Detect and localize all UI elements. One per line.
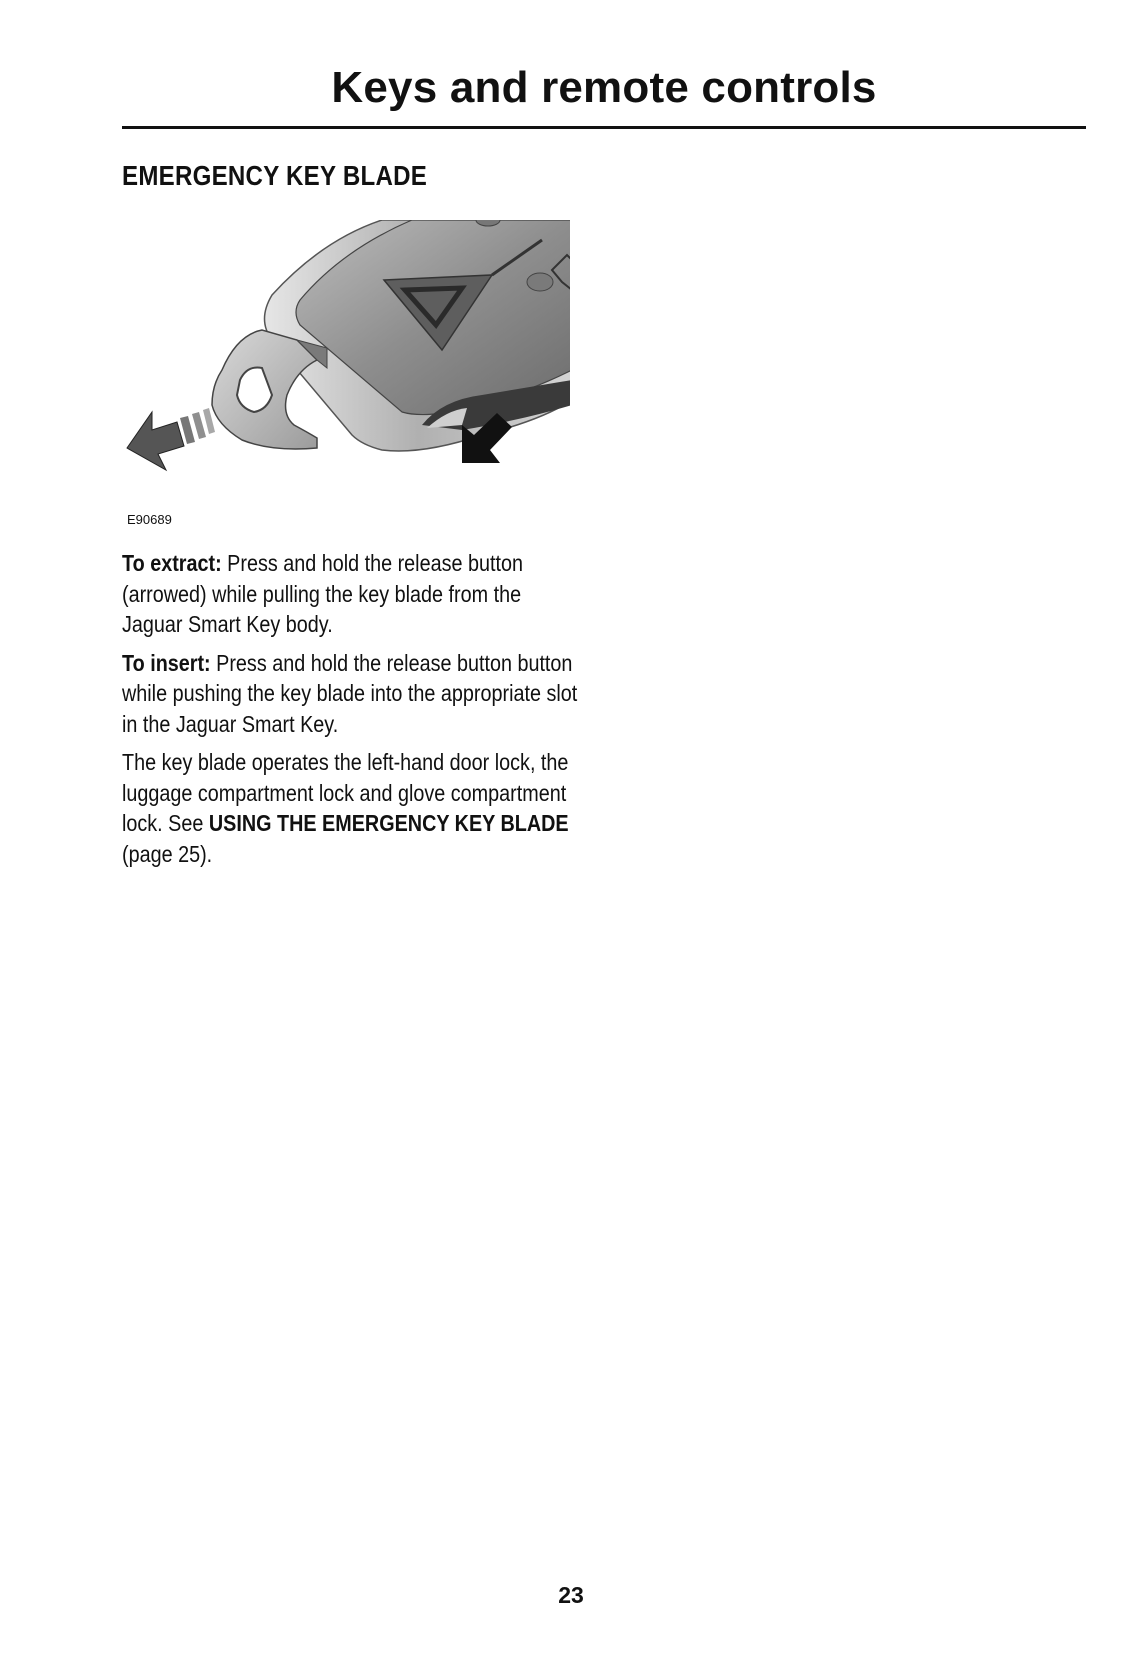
pull-direction-arrow <box>127 408 215 470</box>
extract-label: To extract: <box>122 550 222 576</box>
section-heading: EMERGENCY KEY BLADE <box>122 160 428 191</box>
operates-text-before: The key blade operates the left-hand door lock, the luggage compartment lock and glove compartment lock. See <box>122 749 569 836</box>
insert-text: Press and hold the release button button while pushing the key blade into the appropriate slot in the Jaguar Smart Key. <box>122 649 578 737</box>
operates-text-after: (page 25). <box>122 840 213 867</box>
key-illustration-svg <box>122 220 572 510</box>
key-button-small-2 <box>527 273 553 291</box>
insert-label: To insert: <box>122 649 211 676</box>
figure-code: E90689 <box>127 512 172 527</box>
extract-paragraph <box>122 548 578 640</box>
title-rule <box>122 126 1086 129</box>
insert-paragraph <box>122 648 578 740</box>
page-title: Keys and remote controls <box>331 63 877 112</box>
body-text <box>122 548 578 877</box>
extract-text: Press and hold the release button (arrowed) while pulling the key blade from the Jaguar Smart Key body. <box>122 550 523 637</box>
operates-paragraph <box>122 747 578 869</box>
cross-reference-link[interactable]: USING THE EMERGENCY KEY BLADE <box>208 810 569 836</box>
page-number: 23 <box>558 1582 584 1608</box>
key-blade-illustration <box>122 220 572 510</box>
